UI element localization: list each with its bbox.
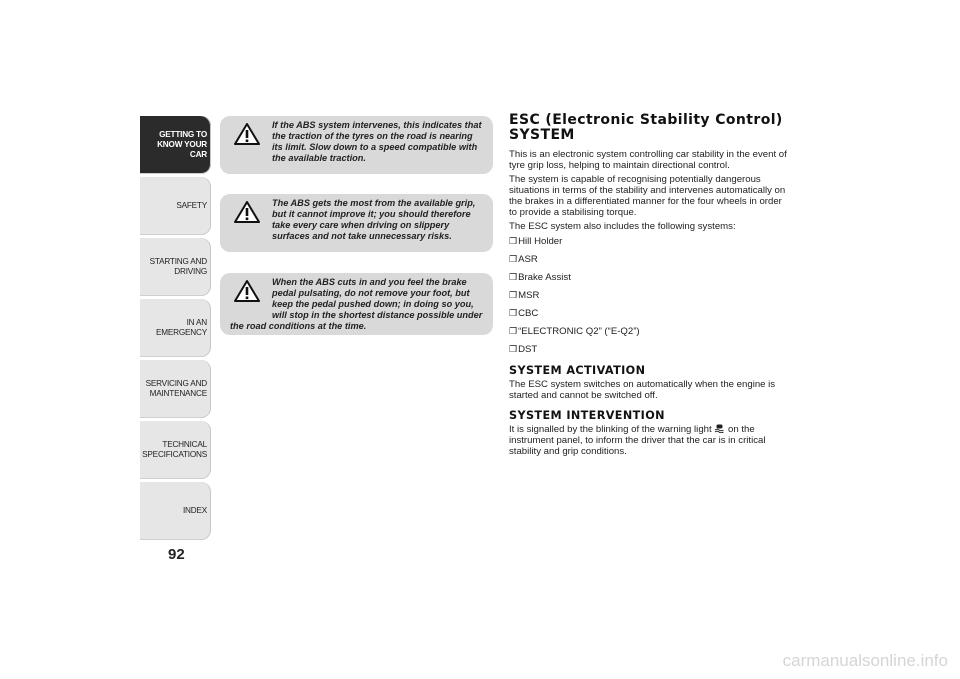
list-item: ❒DST <box>509 344 538 355</box>
list-item: ❒MSR <box>509 290 540 301</box>
paragraph-2: The system is capable of recognising potentially dangerous situations in terms of the stability and intervenes automatically on the brakes in a differentiated manner for the four wheels in order to provide a stabilising torque. <box>509 174 786 218</box>
checkbox-bullet-icon: ❒ <box>509 290 518 300</box>
tab-index[interactable]: INDEX <box>140 482 211 540</box>
watermark: carmanualsonline.info <box>782 651 948 670</box>
paragraph-1: This is an electronic system controlling car stability in the event of tyre grip loss, helping to maintain directional control. <box>509 149 787 171</box>
activation-heading: SYSTEM ACTIVATION <box>509 364 646 377</box>
systems-list <box>509 235 789 356</box>
checkbox-bullet-icon: ❒ <box>509 344 518 354</box>
tab-getting-to-know-your-car[interactable]: GETTING TO KNOW YOUR CAR <box>140 116 211 174</box>
checkbox-bullet-icon: ❒ <box>509 326 518 336</box>
warning-text-3: When the ABS cuts in and you feel the brake pedal pulsating, do not remove your foot, but keep the pedal pushed down; in doing so you, will stop in the shortest distance possible under the road conditions at the time. <box>230 277 483 331</box>
warning-triangle-icon <box>234 122 260 146</box>
warning-text-2: The ABS gets the most from the available grip, but it cannot improve it; you should therefore take every care when driving on slippery surfaces and not take unnecessary risks. <box>272 198 476 241</box>
intervention-text: It is signalled by the blinking of the warning light on the instrument panel, to inform the driver that the car is in critical stability and grip conditions. <box>509 424 766 457</box>
warning-box-1 <box>220 116 493 174</box>
intervention-heading: SYSTEM INTERVENTION <box>509 409 665 422</box>
checkbox-bullet-icon: ❒ <box>509 272 518 282</box>
chapter-tabs <box>140 116 211 543</box>
tab-technical-specifications[interactable]: TECHNICAL SPECIFICATIONS <box>140 421 211 479</box>
checkbox-bullet-icon: ❒ <box>509 254 518 264</box>
list-item: ❒“ELECTRONIC Q2” (“E-Q2”) <box>509 326 640 337</box>
list-item: ❒CBC <box>509 308 539 319</box>
checkbox-bullet-icon: ❒ <box>509 308 518 318</box>
esc-warning-light-icon <box>714 424 725 433</box>
tab-safety[interactable]: SAFETY <box>140 177 211 235</box>
list-item: ❒ASR <box>509 254 538 265</box>
tab-servicing-and-maintenance[interactable]: SERVICING AND MAINTENANCE <box>140 360 211 418</box>
warning-text-1: If the ABS system intervenes, this indicates that the traction of the tyres on the road is nearing its limit. Slow down to a speed compatible with the available traction. <box>272 120 482 163</box>
tab-in-an-emergency[interactable]: IN AN EMERGENCY <box>140 299 211 357</box>
tab-starting-and-driving[interactable]: STARTING AND DRIVING <box>140 238 211 296</box>
list-item: ❒Brake Assist <box>509 272 571 283</box>
checkbox-bullet-icon: ❒ <box>509 236 518 246</box>
section-title: ESC (Electronic Stability Control) SYSTEM <box>509 112 783 143</box>
list-item: ❒Hill Holder <box>509 236 563 247</box>
warning-box-2 <box>220 194 493 252</box>
esc-section <box>509 113 789 460</box>
page-number: 92 <box>168 546 185 563</box>
paragraph-3: The ESC system also includes the following systems: <box>509 221 736 232</box>
warning-triangle-icon <box>234 200 260 224</box>
warning-triangle-icon <box>234 279 260 303</box>
activation-text: The ESC system switches on automatically when the engine is started and cannot be switched off. <box>509 379 776 401</box>
warning-box-3 <box>220 273 493 335</box>
